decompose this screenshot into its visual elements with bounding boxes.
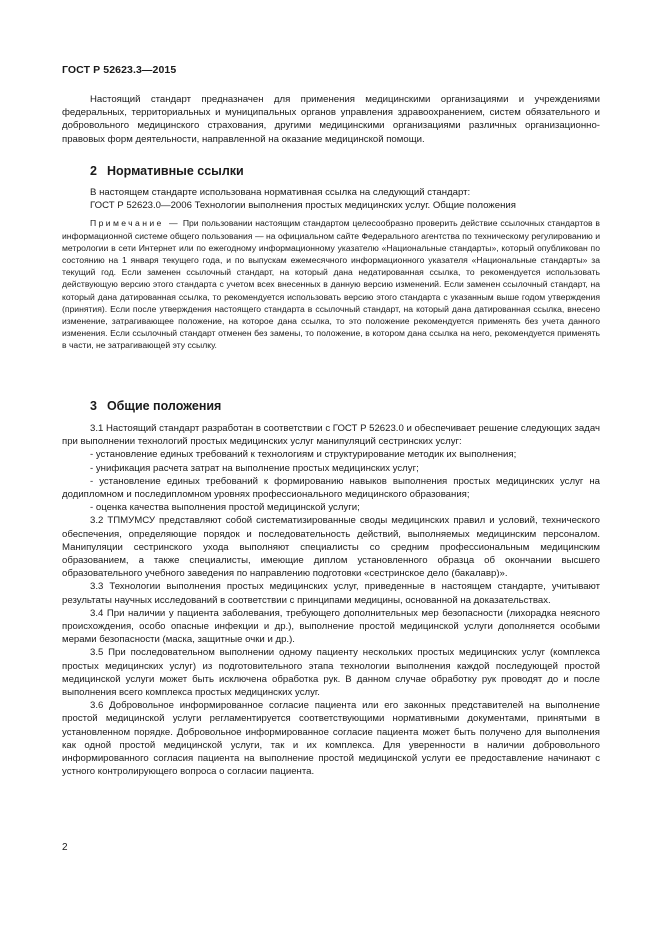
- note-paragraph: [62, 217, 600, 351]
- normative-ref-item: ГОСТ Р 52623.0—2006 Технологии выполнения простых медицинских услуг. Общие положения: [90, 200, 516, 212]
- note-label: Примечание —: [90, 218, 180, 229]
- intro-paragraph: Настоящий стандарт предназначен для применения медицинскими организациями и учреждениями федеральных, территориальных и муниципальных органов управления здравоохранением, систем обязательного и добровольного медицинского страхования, другими медицинскими организациями различных организационно-правовых форм деятельности, направленной на оказание медицинской помощи.: [62, 94, 600, 145]
- clause-3-4: 3.4 При наличии у пациента заболевания, требующего дополнительных мер безопасности (лихорадка неясного происхождения, особо опасные инфекции и др.), выполнение простой медицинской услуги дополняется особыми мерами безопасности (маска, защитные очки и др.).: [62, 607, 600, 646]
- list-item: - оценка качества выполнения простой медицинской услуги;: [90, 502, 360, 514]
- document-header: ГОСТ Р 52623.3—2015: [62, 64, 177, 76]
- clause-3-3: 3.3 Технологии выполнения простых медицинских услуг, приведенные в настоящем стандарте, учитывают результаты научных исследований в соответствии с принципами медицины, основанной на доказательствах.: [62, 581, 600, 606]
- list-item: - установление единых требований к технологиям и структурирование методик их выполнения;: [90, 449, 517, 461]
- clause-3-2: 3.2 ТПМУМСУ представляют собой систематизированные своды медицинских правил и условий, технического обеспечения, определяющие порядок и последовательность действий, выполняемых медицинским персоналом. Манипуляции сестринского ухода выполняют специалисты со средним профессиональным медицинским образованием, а также специалисты, имеющие диплом установленного образца об окончании высшего образовательного учебного заведения по направлению подготовки «сестринское дело (бакалавр)».: [62, 515, 600, 580]
- note-text: При пользовании настоящим стандартом целесообразно проверить действие ссылочных стандартов в информационной системе общего пользования — на официальном сайте Федерального агентства по техническому регулированию и метрологии в сети Интернет или по ежегодному информационному указателю «Национальные стандарты», который опубликован по состоянию на 1 января текущего года, и по выпускам ежемесячного информационного указателя «Национальные стандарты» за текущий год. Если заменен ссылочный стандарт, на который дана недатированная ссылка, то рекомендуется использовать действующую версию этого стандарта с учетом всех внесенных в данную версию изменений. Если заменен ссылочный стандарт, на который дана датированная ссылка, то рекомендуется использовать версию этого стандарта с указанным выше годом утверждения (принятия). Если после утверждения настоящего стандарта в ссылочный стандарт, на который дана датированная ссылка, внесено изменение, затрагивающее положение, на которое дана ссылка, то это положение рекомендуется применять без учета данного изменения. Если ссылочный стандарт отменен без замены, то положение, в котором дана ссылка на него, рекомендуется применять в части, не затрагивающей эту ссылку.: [62, 218, 600, 351]
- list-item: - унификация расчета затрат на выполнение простых медицинских услуг;: [90, 462, 419, 474]
- intro-section: [62, 93, 600, 146]
- page-number: 2: [62, 842, 68, 853]
- section-2-body: [62, 186, 600, 352]
- normative-ref-intro: В настоящем стандарте использована нормативная ссылка на следующий стандарт:: [90, 187, 471, 198]
- clause-3-5: 3.5 При последовательном выполнении одному пациенту нескольких простых медицинских услуг (комплекса простых медицинских услуг) из подготовительного этапа технологии выполнения каждой последующей простой медицинской услуги может быть исключена обработка рук. В данном случае обработку рук проводят до и после выполнения всего комплекса простых медицинских услуг.: [62, 647, 600, 699]
- clause-3-1: 3.1 Настоящий стандарт разработан в соответствии с ГОСТ Р 52623.0 и обеспечивает решение следующих задач при выполнении технологий простых медицинских услуг манипуляций сестринских услуг:: [62, 423, 600, 448]
- section-number: 2: [90, 164, 97, 178]
- clause-3-6: 3.6 Добровольное информированное согласие пациента или его законных представителей на выполнение простой медицинской услуги регламентируется соответствующими нормативными документами, принятыми в установленном порядке. Добровольное информированное согласие пациента может быть получено для выполнения как одной простой медицинской услуги, так и их комплекса. Для уверенности в наличии добровольного информированного согласия пациента на выполнение простой медицинской услуги ее предоставление начинают с устного контролирующего вопроса о согласии пациента.: [62, 700, 600, 778]
- section-title: Нормативные ссылки: [106, 164, 244, 178]
- section-2-heading: [62, 164, 600, 178]
- section-title: Общие положения: [106, 399, 222, 413]
- section-number: 3: [90, 399, 97, 413]
- section-3-body: [62, 422, 600, 778]
- list-item: - установление единых требований к формированию навыков выполнения простых медицинских услуг на додипломном и последипломном уровнях профессионального медицинского образования;: [62, 475, 600, 501]
- section-3-heading: [62, 399, 600, 413]
